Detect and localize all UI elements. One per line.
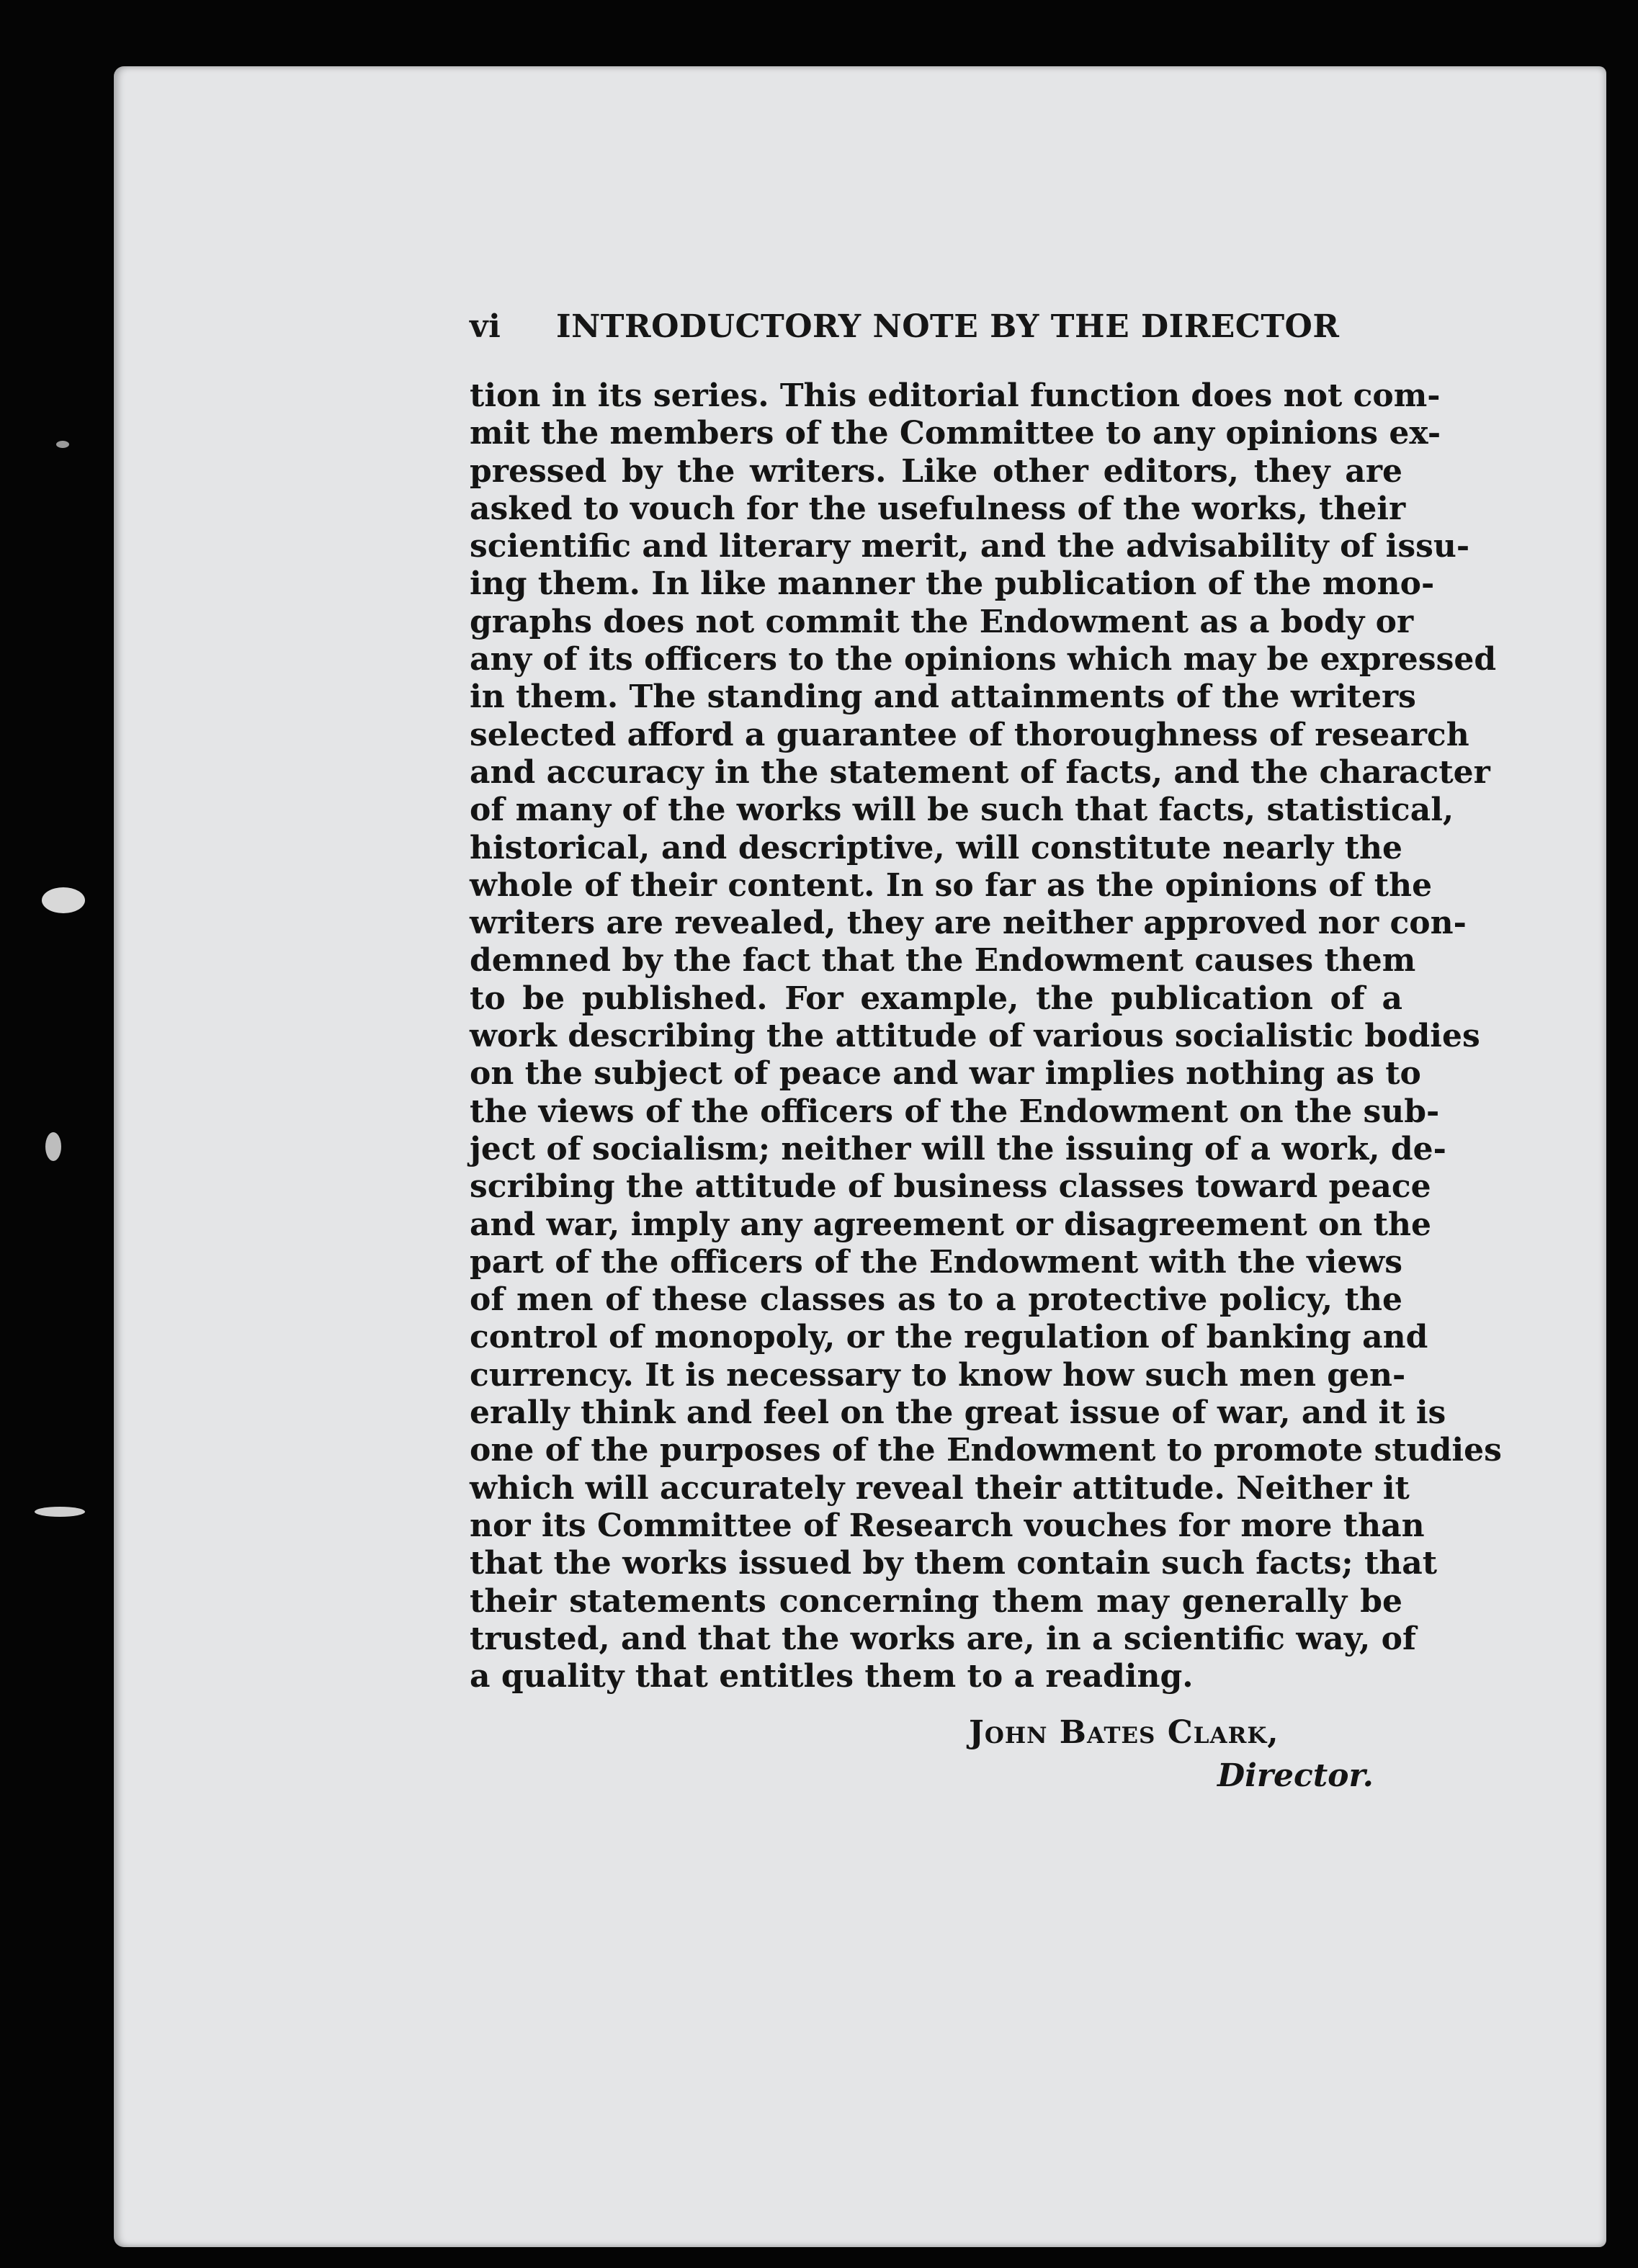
- body-paragraph: [470, 377, 1502, 1695]
- text-line: demned by the fact that the Endowment causes them: [470, 942, 1416, 980]
- text-line: which will accurately reveal their attitude. Neither it: [470, 1469, 1410, 1507]
- text-line: work describing the attitude of various socialistic bodies: [470, 1018, 1480, 1055]
- text-line: ing them. In like manner the publication of the mono-: [470, 565, 1435, 603]
- text-line: control of monopoly, or the regulation of banking and: [470, 1319, 1428, 1356]
- text-line: scribing the attitude of business classes toward peace: [470, 1168, 1431, 1206]
- text-line: on the subject of peace and war implies nothing as to: [470, 1055, 1421, 1093]
- text-line: writers are revealed, they are neither approved nor con-: [470, 905, 1467, 942]
- text-line: of men of these classes as to a protective policy, the: [470, 1281, 1402, 1319]
- text-line: one of the purposes of the Endowment to promote studies: [470, 1432, 1502, 1469]
- signature-title: Director.: [1217, 1757, 1374, 1794]
- running-head-title: INTRODUCTORY NOTE BY THE DIRECTOR: [556, 308, 1340, 345]
- text-line: scientific and literary merit, and the advisability of issu-: [470, 528, 1470, 565]
- text-line: the views of the officers of the Endowment on the sub-: [470, 1093, 1440, 1130]
- text-line: their statements concerning them may generally be: [470, 1582, 1402, 1620]
- text-line: and war, imply any agreement or disagreement on the: [470, 1206, 1431, 1243]
- text-line: and accuracy in the statement of facts, and the character: [470, 753, 1490, 791]
- text-line: erally think and feel on the great issue of war, and it is: [470, 1394, 1446, 1432]
- text-line: whole of their content. In so far as the opinions of the: [470, 866, 1433, 904]
- text-line: selected afford a guarantee of thoroughness of research: [470, 716, 1469, 753]
- text-line: a quality that entitles them to a reading.: [470, 1658, 1194, 1695]
- text-line: tion in its series. This editorial function does not com-: [470, 377, 1441, 414]
- text-line: to be published. For example, the publication of a: [470, 980, 1402, 1017]
- paper-speck: [42, 887, 85, 913]
- text-line: historical, and descriptive, will constitute nearly the: [470, 829, 1402, 866]
- text-line: any of its officers to the opinions which may be expressed: [470, 641, 1497, 678]
- text-line: pressed by the writers. Like other editors, they are: [470, 452, 1402, 490]
- paper-speck: [35, 1507, 85, 1517]
- text-line: part of the officers of the Endowment with the views: [470, 1243, 1402, 1281]
- text-line: trusted, and that the works are, in a scientific way, of: [470, 1620, 1416, 1657]
- text-line: nor its Committee of Research vouches for more than: [470, 1507, 1425, 1544]
- text-line: mit the members of the Committee to any opinions ex-: [470, 415, 1441, 452]
- text-line: that the works issued by them contain such facts; that: [470, 1545, 1438, 1582]
- running-head: [470, 308, 1340, 359]
- signature-name: John Bates Clark,: [969, 1714, 1279, 1751]
- text-line: in them. The standing and attainments of the writers: [470, 678, 1416, 716]
- text-line: of many of the works will be such that facts, statistical,: [470, 792, 1454, 829]
- paper-speck: [56, 441, 69, 448]
- text-line: graphs does not commit the Endowment as a body or: [470, 603, 1414, 640]
- paper-speck: [45, 1132, 61, 1161]
- text-line: currency. It is necessary to know how such men gen-: [470, 1356, 1406, 1394]
- text-line: asked to vouch for the usefulness of the works, their: [470, 490, 1406, 527]
- page-number: vi: [470, 308, 501, 345]
- text-line: ject of socialism; neither will the issuing of a work, de-: [470, 1130, 1446, 1167]
